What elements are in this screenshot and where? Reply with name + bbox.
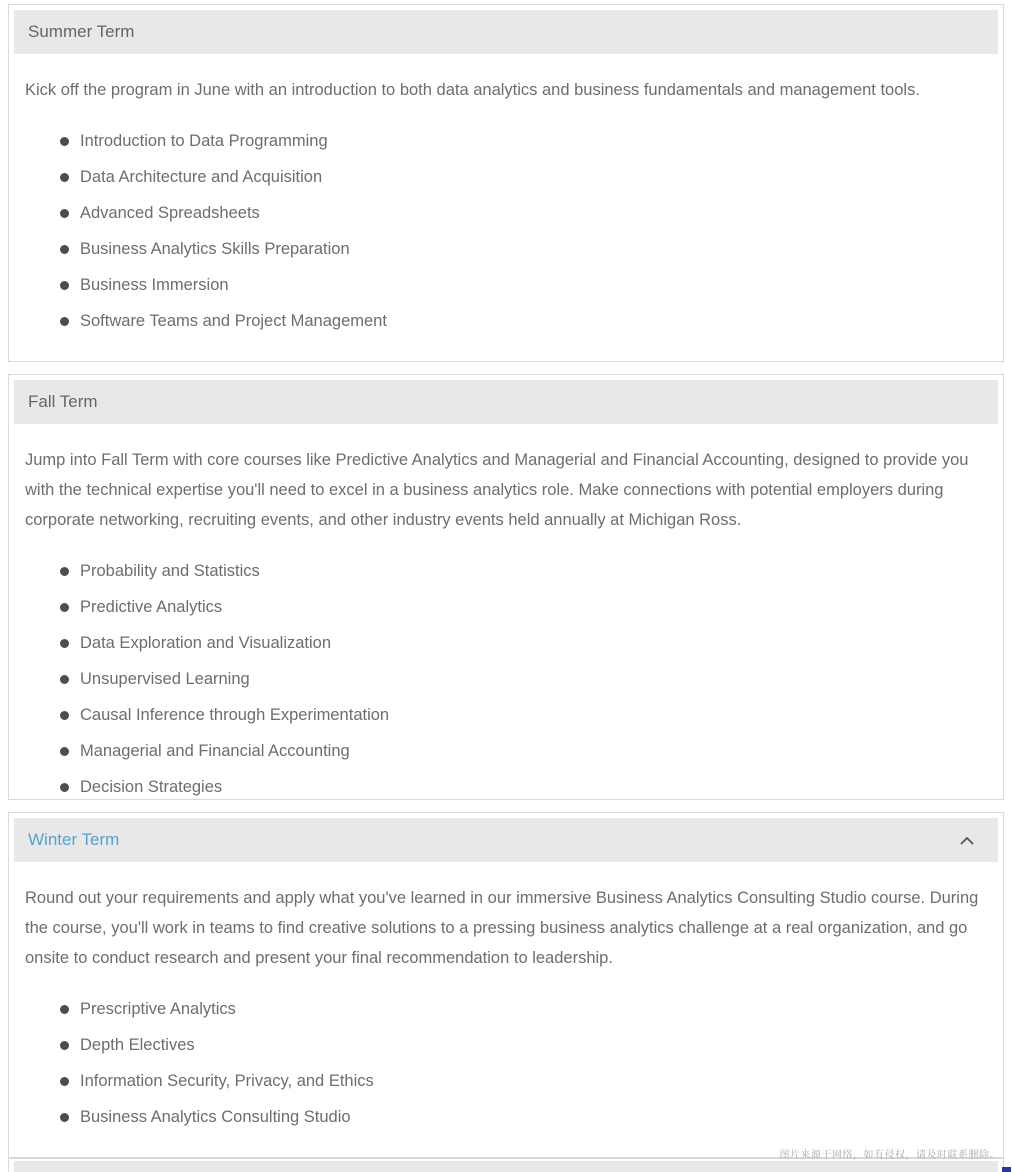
bullet-icon xyxy=(60,783,69,792)
list-item xyxy=(60,669,989,689)
chevron-up-icon xyxy=(960,836,974,845)
course-label: Causal Inference through Experimentation xyxy=(80,706,390,724)
course-label: Depth Electives xyxy=(80,1036,195,1054)
bullet-icon xyxy=(60,317,69,326)
bullet-icon xyxy=(60,209,69,218)
section-title: Winter Term xyxy=(28,830,120,849)
list-item xyxy=(60,741,989,761)
accordion-header-fall[interactable] xyxy=(14,380,998,424)
list-item xyxy=(60,275,989,295)
list-item xyxy=(60,167,989,187)
course-label: Software Teams and Project Management xyxy=(80,312,387,330)
bullet-icon xyxy=(60,675,69,684)
course-label: Predictive Analytics xyxy=(80,598,223,616)
accordion-section-fall xyxy=(8,374,1004,800)
list-item xyxy=(60,239,989,259)
bullet-icon xyxy=(60,245,69,254)
section-description: Kick off the program in June with an introduction to both data analytics and business fundamentals and management tools. xyxy=(25,81,920,99)
bullet-icon xyxy=(60,173,69,182)
course-label: Decision Strategies xyxy=(80,778,223,796)
bullet-icon xyxy=(60,1005,69,1014)
list-item xyxy=(60,311,989,331)
bullet-icon xyxy=(60,1113,69,1122)
course-label: Business Analytics Skills Preparation xyxy=(80,240,350,258)
course-list-summer xyxy=(23,131,989,331)
list-item xyxy=(60,131,989,151)
list-item xyxy=(60,705,989,725)
course-label: Introduction to Data Programming xyxy=(80,132,328,150)
bullet-icon xyxy=(60,137,69,146)
bullet-icon xyxy=(60,1041,69,1050)
section-title: Summer Term xyxy=(28,22,135,41)
list-item xyxy=(60,1035,989,1055)
bullet-icon xyxy=(60,639,69,648)
course-label: Probability and Statistics xyxy=(80,562,260,580)
course-label: Managerial and Financial Accounting xyxy=(80,742,350,760)
accordion-header-summer[interactable] xyxy=(14,10,998,54)
accordion-body-fall xyxy=(9,429,1003,800)
course-label: Business Immersion xyxy=(80,276,229,294)
course-label: Information Security, Privacy, and Ethics xyxy=(80,1072,374,1090)
section-description: Jump into Fall Term with core courses like Predictive Analytics and Managerial and Financial Accounting, designed to provide you with the technical expertise you'll need to excel in a business analytics role. Make connections with potential employers during corporate networking, recruiting events, and other industry events held annually at Michigan Ross. xyxy=(25,451,969,529)
bullet-icon xyxy=(60,1077,69,1086)
list-item xyxy=(60,633,989,653)
accordion-section-winter xyxy=(8,812,1004,1158)
bullet-icon xyxy=(60,567,69,576)
watermark-text: 图片来源于网络，如有侵权，请及时联系删除。 xyxy=(779,1150,1000,1161)
bullet-icon xyxy=(60,711,69,720)
course-list-winter xyxy=(23,999,989,1127)
list-item xyxy=(60,1107,989,1127)
list-item xyxy=(60,777,989,797)
bullet-icon xyxy=(60,603,69,612)
course-label: Business Analytics Consulting Studio xyxy=(80,1108,351,1126)
bullet-icon xyxy=(60,281,69,290)
course-label: Unsupervised Learning xyxy=(80,670,250,688)
accordion-body-summer xyxy=(9,59,1003,362)
course-list-fall xyxy=(23,561,989,797)
course-label: Data Exploration and Visualization xyxy=(80,634,332,652)
list-item xyxy=(60,203,989,223)
next-section-header-bar xyxy=(14,1161,998,1172)
corner-mark xyxy=(1002,1167,1011,1172)
accordion-section-summer xyxy=(8,4,1004,362)
course-label: Prescriptive Analytics xyxy=(80,1000,236,1018)
list-item xyxy=(60,561,989,581)
list-item xyxy=(60,597,989,617)
list-item xyxy=(60,999,989,1019)
accordion-header-winter[interactable] xyxy=(14,818,998,862)
bullet-icon xyxy=(60,747,69,756)
section-title: Fall Term xyxy=(28,392,98,411)
course-label: Data Architecture and Acquisition xyxy=(80,168,323,186)
section-description: Round out your requirements and apply what you've learned in our immersive Business Analytics Consulting Studio course. During the course, you'll work in teams to find creative solutions to a pressing business analytics challenge at a real organization, and go onsite to conduct research and present your final recommendation to leadership. xyxy=(25,889,979,967)
accordion-body-winter xyxy=(9,867,1003,1158)
list-item xyxy=(60,1071,989,1091)
course-label: Advanced Spreadsheets xyxy=(80,204,260,222)
